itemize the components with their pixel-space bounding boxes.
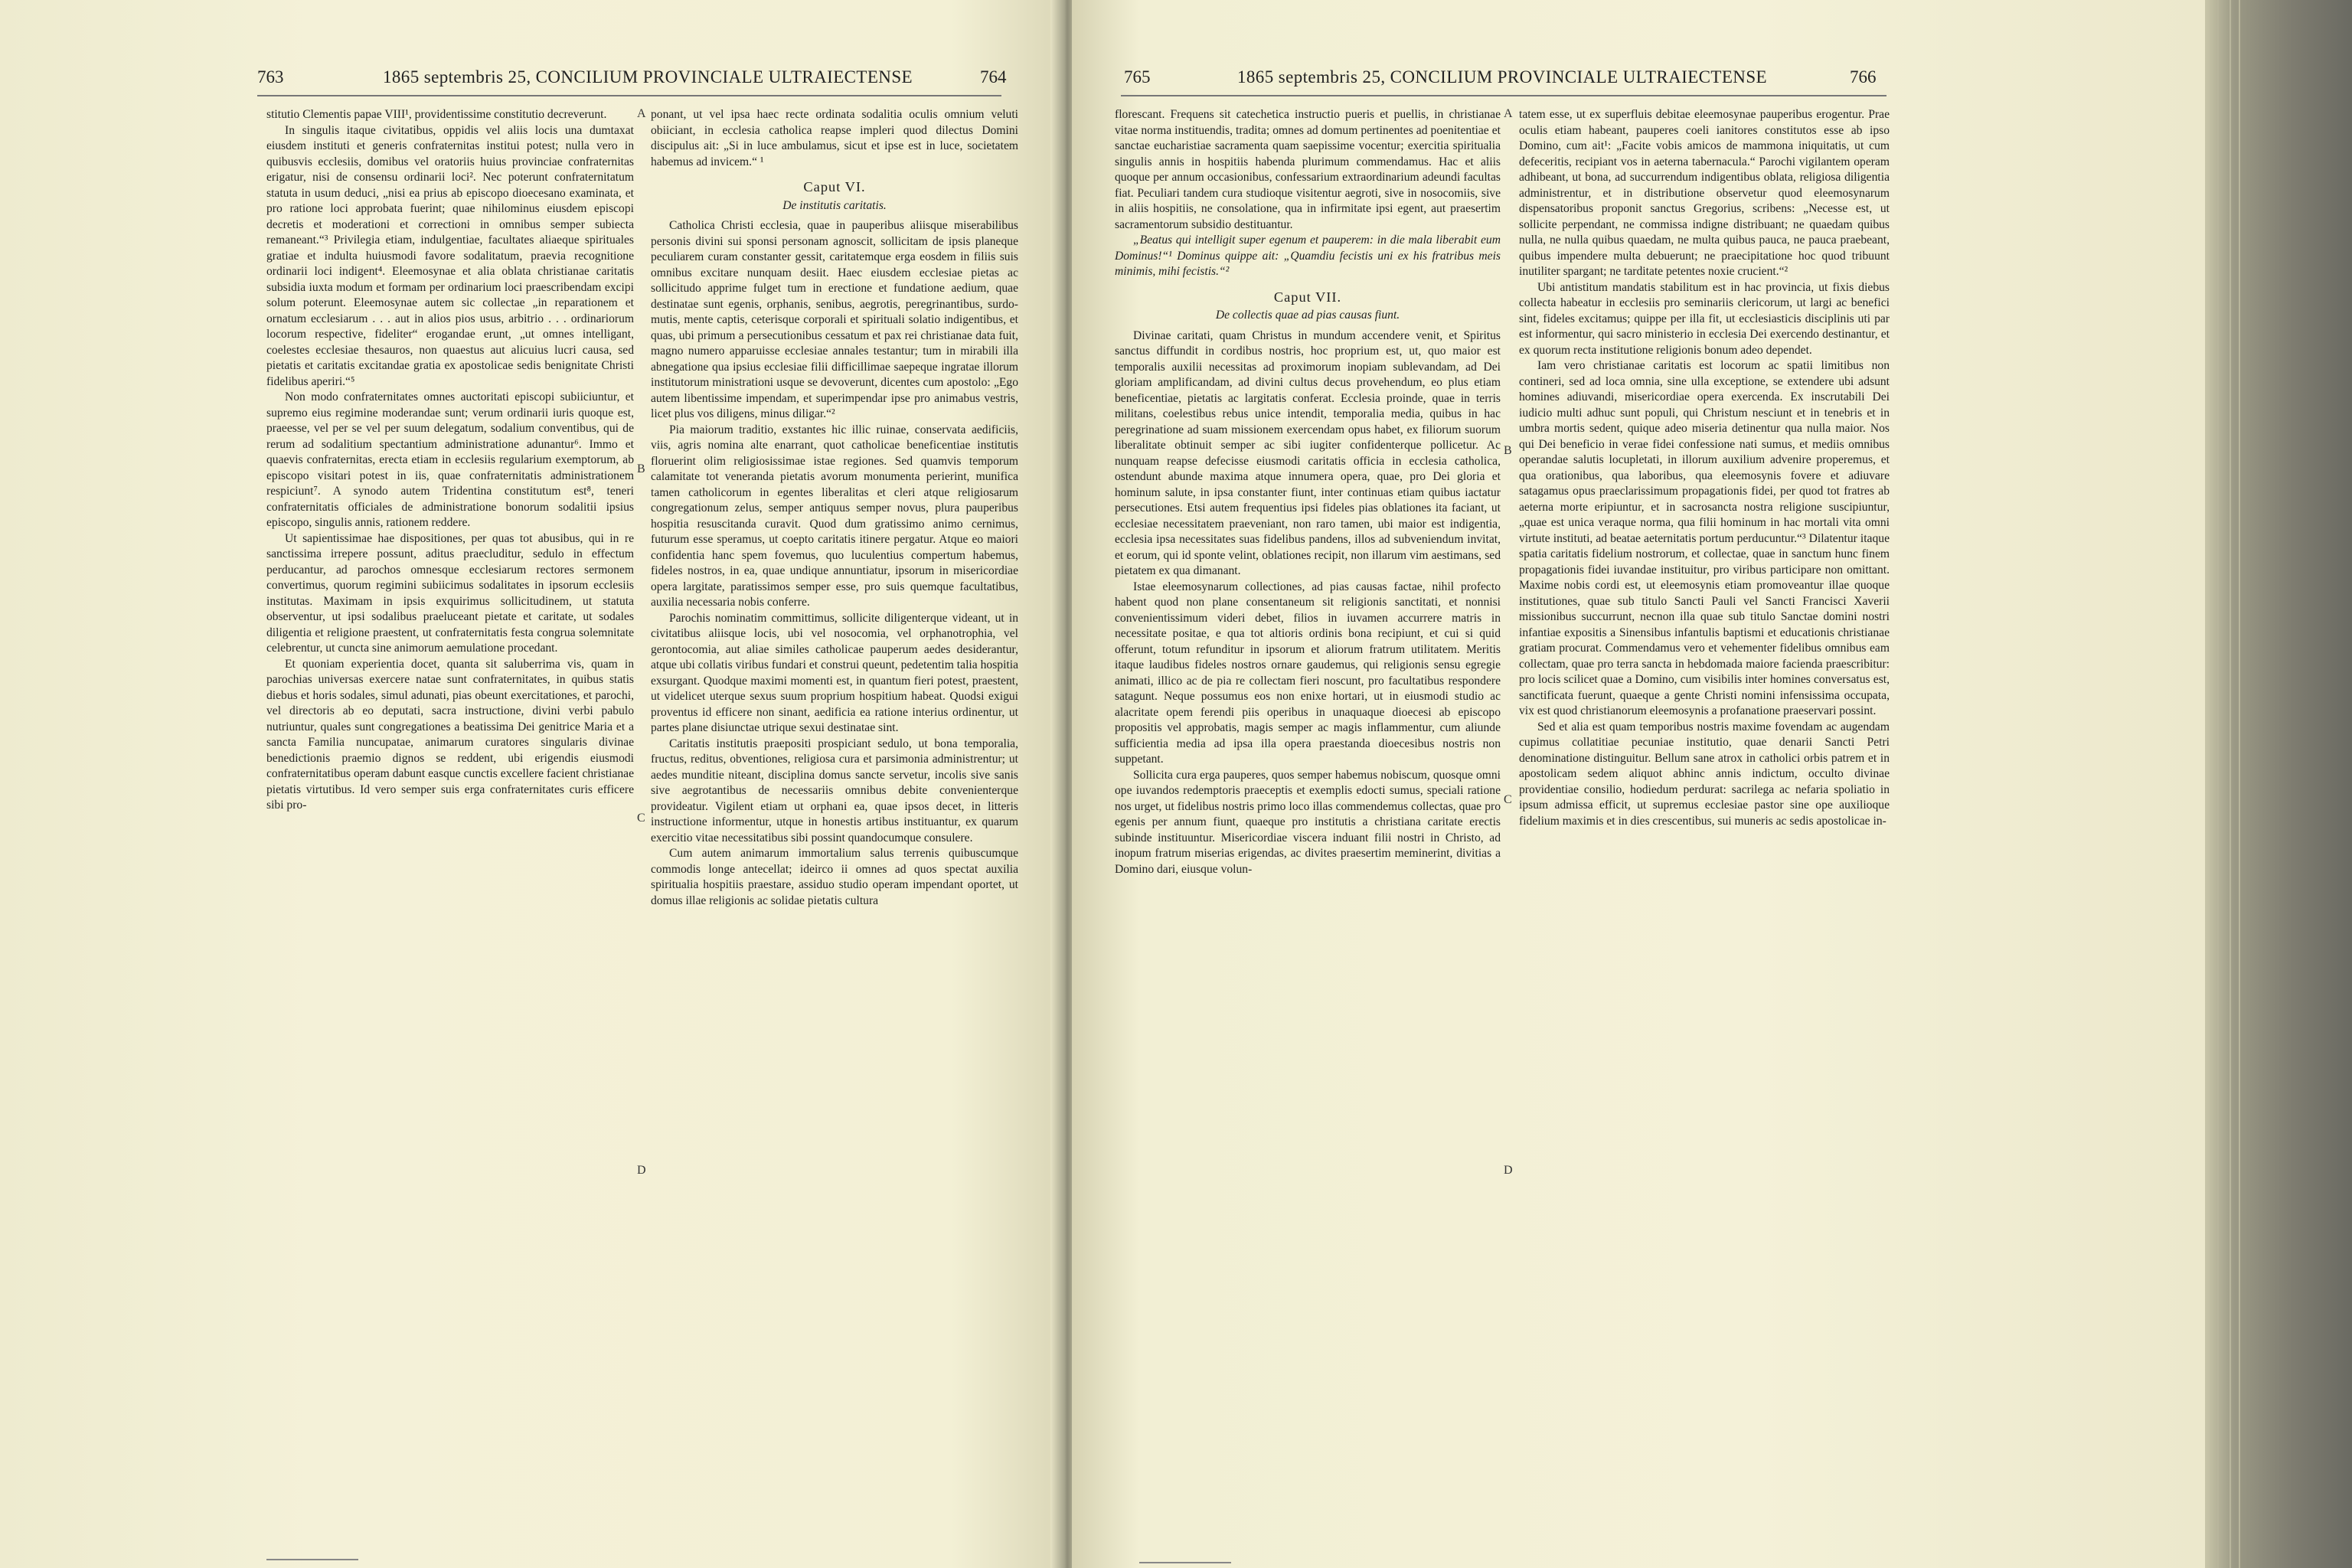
paragraph: Parochis nominatim committimus, sollicite diligenterque videant, ut in civitatibus aliisque locis, ubi vel nosocomia, vel orphanotrophia, vel gerontocomia, aut aliae similes catholicae pauperum aedes desiderantur, atque ubi collatis viribus fundari et construi queunt, pedetentim talia hospitia exsurgant. Quodque maximi momenti est, in quantum fieri potest, praestent, ut videlicet uterque sexus suum proprium hospitium habeat. Quodsi exigui proventus id efficere non sinant, aedificia ea ratione interius ordinentur, ut partes plane disiunctae utrique sexui destinatae sint. xyxy=(651,611,1018,734)
page-number-765: 765 xyxy=(1124,67,1151,87)
paragraph: Et quoniam experientia docet, quanta sit saluberrima vis, quam in parochias universas exercere natae sunt confraternitates, in quibus statis diebus et horis sodales, simul adunati, pias obeunt exercitationes, et parochi, vel directoris ab eo deputati, sacra instructione, divini verbi pabulo nutriuntur, quales sunt congregationes a beatissima Dei genitrice Maria et a sancta Familia nuncupatae, animarum curatores singularis divinae benedictionis praemio dignos se reddent, ubi erigendis eiusmodi confraternitatibus operam dabunt easque cunctis excellere facient christianae pietatis virtutibus. Id vero semper suis erga confraternitates curis efficere sibi pro- xyxy=(266,657,634,812)
paragraph: Cum autem animarum immortalium salus terrenis quibuscumque commodis longe antecellat; ideirco ii omnes ad quos spectat auxilia spiritualia hospitiis praestare, assiduo studio operam impendant oportet, ut domus illae religionis ac solidae pietatis cultura xyxy=(651,847,1018,907)
page-number-763: 763 xyxy=(257,67,284,87)
paragraph: florescant. Frequens sit catechetica instructio pueris et puellis, in christianae vitae norma instituendis, tradita; omnes ad domum pertinentes ad poenitentiae et sanctae eucharistiae sacramenta quam saepissime vocentur; exercitia spiritualia singulis annis in hospitiis habenda plurimum commendamus. Hac et aliis quoque per annum occasionibus, confessarium extraordinarium adeundi facultas fiat. Peculiari tandem cura studioque visitentur aegroti, sive in nosocomiis, sive in aliis hospitiis, ne consolatione, qua in infirmitate ipsi egent, aut praesertim sacramentorum subsidio destituantur. xyxy=(1115,108,1501,231)
chapter-subtitle: De collectis quae ad pias causas fiunt. xyxy=(1215,309,1400,322)
paragraph: Sed et alia est quam temporibus nostris maxime fovendam ac augendam cupimus collatitiae pecuniae institutio, quae denarii Sancti Petri denominatione distinguitur. Bellum sane atrox in catholici orbis patrem et in apostolicam sedem aliquot abhinc annis indictum, occulto divinae providentiae consilio, hodiedum perdurat: sacrilega ac nefaria spoliatio in ipsum admissa efficit, ut supremus ecclesiae pastor sine ope auxilioque fidelium maximis et in dies crescentibus, sui muneris ac sedis apostolicae in- xyxy=(1519,720,1890,828)
paragraph: In singulis itaque civitatibus, oppidis vel aliis locis una dumtaxat eiusdem instituti et generis confraternitas institui potest; nulla vero in quibusvis ecclesiis, domibus vel oratoriis huius provinciae confraternitas erigatur, nisi de consensu ordinarii loci². Nec poterunt confraternitatum statuta in usum deduci, „nisi ea prius ab episcopo dioecesano examinata, et pro ratione loci approbata fuerint; quae nihilominus eiusdem episcopi decretis et moderationi et correctioni in omnibus semper subiecta remaneant.“³ Privilegia etiam, indulgentiae, facultates aliaeque spirituales gratiae et indulta huiusmodi favore sodalitatum, praevia recognitione ordinarii loci indigent⁴. Eleemosynae et alia oblata christianae caritatis subsidia iuxta modum et formam per ordinarium loci praescribendam excipi solum poterunt. Eleemosynae autem sic collectae „in reparationem et ornatum ecclesiarum . . . aut in alios pios usus, arbitrio . . . ordinariorum locorum respective, fideliter“ erogandae erunt, „ut omnes intelligant, coelestes ecclesiae thesauros, non quaestus aut alicuius lucri causa, sed pietatis et caritatis excitandae gratia ex apostolicae sedis benignitate Christi fidelibus aperiri.“⁵ xyxy=(266,123,634,388)
margin-letter-b: B xyxy=(1504,444,1512,457)
page-number-764: 764 xyxy=(980,67,1007,87)
left-column-1 xyxy=(266,107,634,814)
paragraph: ponant, ut vel ipsa haec recte ordinata sodalitia oculis omnium veluti obiiciant, in ecclesia catholica reapse impleri quod dilectus Domini discipulus ait: „Si in luce ambulamus, sicut et ipse est in luce, societatem habemus ad invicem.“ ¹ xyxy=(651,108,1018,168)
margin-letter-c: C xyxy=(1504,793,1512,806)
paragraph: Divinae caritati, quam Christus in mundum accendere venit, et Spiritus sanctus diffundit in cordibus nostris, hoc proprium est, ut, quo maior est temporalis auxilii necessitas ad proximorum inopiam sublevandam, ad Dei gloriam amplificandam, ad divini cultus decus provehendum, eo plus etiam beneficentiae, pietatis ac largitatis conferat. Ecclesia proinde, quae in terris militans, coelestibus rebus unice intendit, temporalia media, quibus in hac peregrinatione ad suam missionem exercendam opus habet, ex filiorum suorum liberalitate obtinuit semper ac sibi iugiter confidenterque pollicetur. Ac nunquam reapse defecisse eiusmodi caritatis officia in ecclesia catholica, ostendunt abunde maxima atque innumera opera, quae, pro Dei gloria et hominum salute, in ipsa constanter fiunt, inter continuas etiam quibus iactatur persecutiones. Etsi autem frequentius ipsi fideles pias oblationes ita faciant, ut ecclesiae necessitatem praeveniant, non raro tamen, ubi maior est indigentia, ecclesia ipsa necessitates suas fidelibus pandens, illos ad subveniendum invitat, et eorum, qui id sponte velint, oblationes recipit, non illarum vim aestimans, sed pietatem ex qua dimanant. xyxy=(1115,328,1501,577)
right-page xyxy=(1072,0,2205,1568)
paragraph: Non modo confraternitates omnes auctoritati episcopi subiiciuntur, et supremo eius regimine moderandae sunt; verum ordinarii iuris quoque est, praeesse, vel per se vel per suum delegatum, sodalium conventibus, qui de rerum ad sodalitium spectantium administratione adunantur⁶. Immo et quaevis confraternitas, erecta etiam in ecclesiis regularium exemptorum, ab episcopo visitari potest in iis, quae confraternitatis administrationem respiciunt⁷. A synodo autem Tridentina constitutum est⁸, teneri confraternitatis officiales de administratione bonorum sodalitii ipsius episcopo, singulis annis, rationem reddere. xyxy=(266,390,634,529)
paragraph: Istae eleemosynarum collectiones, ad pias causas factae, nihil profecto habent quod non plane consentaneum sit religionis sanctitati, et nonnisi convenientissimum videri debet, filios in iuvamen accurrere matris in necessitate positae, e qua tot altioris ordinis bona recipiunt, et cui si quid offerunt, totum refunditur in ipsorum et aliorum fratrum utilitatem. Meritis itaque laudibus fideles nostros ornare gaudemus, qui religionis sensu egregie animati, illico ac de pia re collectam fieri noscunt, pro facultatibus respondere satagunt. Neque possumus eos non enixe hortari, ut in eiusmodi studio ac alacritate opem ferendi piis operibus in unaquaque dioecesi ab episcopo propositis vel approbatis, magis semper ac magis inflammentur, cum aliunde sufficientia media ad ipsa illa opera praestanda dioecesibus nostris non suppetant. xyxy=(1115,580,1501,766)
running-head-left: 1865 septembris 25, CONCILIUM PROVINCIALE ULTRAIECTENSE xyxy=(383,67,913,87)
chapter-heading: Caput VI. xyxy=(803,179,866,194)
header-rule xyxy=(1121,95,1886,96)
margin-letter-d: D xyxy=(1504,1164,1513,1177)
left-page xyxy=(0,0,1057,1568)
paragraph: Caritatis institutis praepositi prospiciant sedulo, ut bona temporalia, fructus, reditus, obventiones, religiosa cura et parsimonia administrentur; ut aedes munditie niteant, disciplina domus sancte servetur, incolis sive sanis sive aegrotantibus de necessariis omnibus debite convenienterque provideatur. Vigilent etiam ut orphani ea, quae ipsos decet, in litteris instructione informentur, utque in honestis artibus instituantur, ex quarum exercitio vitae necessitatibus sibi possint quandocumque consulere. xyxy=(651,737,1018,844)
paragraph: Sollicita cura erga pauperes, quos semper habemus nobiscum, quosque omni ope iuvandos redemptoris praeceptis et exemplis edocti sumus, speciali ratione nos urget, ut fidelibus nostris primo loco illas commendemus collectas, quae pro egenis per annum fiunt, quaeque pro institutis a christiana caritate erectis subinde instituuntur. Misericordiae viscera induant filii nostri in Christo, ad inopum fratrum miserias erigendas, ac divites praesertim meminerint, divitias a Domino dari, eiusque volun- xyxy=(1115,768,1501,876)
margin-letter-c: C xyxy=(637,812,645,825)
margin-letter-d: D xyxy=(637,1164,646,1177)
left-column-2 xyxy=(651,107,1018,909)
paragraph: Pia maiorum traditio, exstantes hic illic ruinae, conservata aedificiis, viis, agris nomina alte enarrant, quot catholicae beneficentiae institutis floruerint olim religiosissimae istae regiones. Sed quamvis temporum calamitate tot veneranda pietatis avorum monumenta perierint, munifica tamen catholicorum in egentes liberalitas et cleri atque religiosarum congregationum zelus, semper antiquus semper novus, plura pauperibus hospitia resuscitanda curavit. Quod dum gratissimo animo cernimus, futurum esse speramus, ut coepto caritatis itinere pergatur. Atque eo maiori confidentia hanc spem fovemus, quo luculentius compertum habemus, fideles nostros, in ea, quae undique annuntiatur, ipsorum in misericordiae opera largitate, paratissimos semper esse, pro suis quemque facultatibus, auxilia necessaria nobis conferre. xyxy=(651,423,1018,609)
paragraph: Catholica Christi ecclesia, quae in pauperibus aliisque miserabilibus personis divini sui sponsi personam agnoscit, sollicitam de ipsis planeque peculiarem curam constanter gessit, caritatemque erga eosdem in filiis suis omnibus excitare nunquam desiit. Haec eiusdem ecclesiae pietas ac sollicitudo apprime fulget tum in erectione et fundatione aedium, quae destinatae sunt egenis, orphanis, senibus, aegrotis, peregrinantibus, surdo-mutis, mente captis, ceterisque corporali et spirituali solatio indigentibus, et quas, ubi primum a persecutionibus cessatum et pax rei christianae data fuit, magno numero apparuisse ecclesiae annales testantur; tum in mirabili illa abnegatione qua ipsius ecclesiae filii difficillimae saepeque ingratae illorum institutorum ministrationi usque se devoverunt, dicentes cum apostolo: „Ego autem libentissime impendam, et superimpendar ipse pro animabus vestris, licet plus vos diligens, minus diligar.“² xyxy=(651,219,1018,420)
footnote-rule xyxy=(1139,1562,1231,1563)
chapter-subtitle: De institutis caritatis. xyxy=(782,198,887,212)
margin-letter-b: B xyxy=(637,462,645,475)
header-rule xyxy=(257,95,1001,96)
paragraph: Ut sapientissimae hae dispositiones, per quas tot abusibus, qui in re sanctissima irrepere possunt, aditus praecluditur, sedulo in effectum perducantur, ad parochos omnesque ecclesiarum rectores sermonem convertimus, quorum regimini subiicimus sodalitates in ipsorum ecclesiis institutas. Maximam in ipsis exquirimus sollicitudinem, ut statuta observentur, ut ipsi sodalibus praeluceant pietate et caritate, ut sodales diligentia et religione praestent, ut confraternitatis festa congrua solemnitate celebrentur, ut cuncta sine animorum aemulatione procedant. xyxy=(266,531,634,655)
chapter-heading: Caput VII. xyxy=(1273,289,1342,305)
paragraph: tatem esse, ut ex superfluis debitae eleemosynae pauperibus erogentur. Prae oculis etiam habeant, pauperes coeli ianitores constitutos esse ab ipso Domino, cum ait¹: „Facite vobis amicos de mammona iniquitatis, ut cum defeceritis, recipiant vos in aeterna tabernacula.“ Parochi vigilantem operam adhibeant, ut bona, ad succurrendum indigentibus oblata, religiosa diligentia administrentur, et in distributione observetur quod eleemosynarum dispensatoribus proponit sanctus Gregorius, scribens: „Necesse est, ut sollicite perpendant, ne commissa indigne distribuant; ne quaedam quibus nulla, ne nulla quibus quaedam, ne multa quibus pauca, ne pauca praebeant, quibus impendere multa debuerunt; ne praecipitatione hoc quod tribuunt inutiliter spargant; ne tarditate petentes noxie crucient.“² xyxy=(1519,108,1890,278)
paragraph: „Beatus qui intelligit super egenum et pauperem: in die mala liberabit eum Dominus!“¹ Dominus quippe ait: „Quamdiu fecistis uni ex his fratribus meis minimis, mihi fecistis.“² xyxy=(1115,234,1501,278)
page-number-766: 766 xyxy=(1850,67,1877,87)
margin-letter-a: A xyxy=(1504,107,1513,120)
footnote-rule xyxy=(266,1559,358,1560)
right-column-2 xyxy=(1519,107,1890,829)
right-column-1 xyxy=(1115,107,1501,877)
page-edge-stack xyxy=(2205,0,2352,1568)
paragraph: Iam vero christianae caritatis est locorum ac spatii limitibus non contineri, sed ad loca omnia, sine ulla exceptione, se extendere ubi adsunt homines adiuvandi, misericordiae opera exercenda. Ex inscrutabili Dei iudicio multi adhuc sunt populi, qui Christum nesciunt et in tenebris et in umbra mortis sedent, quique adeo miseria detinentur qua nulla maior. Nos qui Dei beneficio in verae fidei confessione nati sumus, et mediis omnibus operandae salutis locupletati, in illorum auxilium advenire properemus, et qua orationibus, qua laboribus, qua eleemosynis fovere et adiuvare satagamus opus praeclarissimum propagationis fidei, per quod tot fratres ab aeterna morte eripiuntur, et in sacrosancta nostra religione suscipiuntur, „quae est unica veraque norma, qua filii hominum in hac mortali vita omni virtute instituti, ad beatae aeternitatis portum perducuntur.“³ Dilatentur itaque spatia caritatis fidelium nostrorum, et collectae, quae in sanctum hunc finem propagationis fidei iuvandae instituitur, pro viribus participare non omittant. Maxime nobis cordi est, ut eleemosynis etiam promoveantur illae quoque institutiones, quae sub titulo Sancti Pauli vel Sancti Francisci Xaverii missionibus succurrunt, necnon illa quae sub titulo Sanctae domini nostri infantiae expositis a Sinensibus infantulis baptismi et educationis christianae gratiam procurat. Commendamus vero et vehementer fidelibus omnibus eam collectam, quae pro terra sancta in hebdomada maiore facienda praescribitur: pro locis scilicet quae a Domino, cum visibilis inter homines conversatus est, sanctificata fuerunt, quaeque a gente Christi nomini infensissima occupata, vix est quod christianorum eleemosynis a profanatione praeservari possint. xyxy=(1519,359,1890,717)
margin-letter-a: A xyxy=(637,107,646,120)
paragraph: stitutio Clementis papae VIII¹, providentissime constitutio decreverunt. xyxy=(266,108,607,121)
paragraph: Ubi antistitum mandatis stabilitum est in hac provincia, ut fixis diebus collecta habeatur in ecclesiis pro seminariis clericorum, ut largi ac benefici sint, fideles excitamus; quippe per illa fit, ut ecclesiasticis disciplinis uti par est informentur, qui sacro ministerio in ecclesia Dei exercendo destinantur, et ex quorum recta institutione religionis bonum adeo dependet. xyxy=(1519,280,1890,357)
running-head-right: 1865 septembris 25, CONCILIUM PROVINCIALE ULTRAIECTENSE xyxy=(1237,67,1767,87)
